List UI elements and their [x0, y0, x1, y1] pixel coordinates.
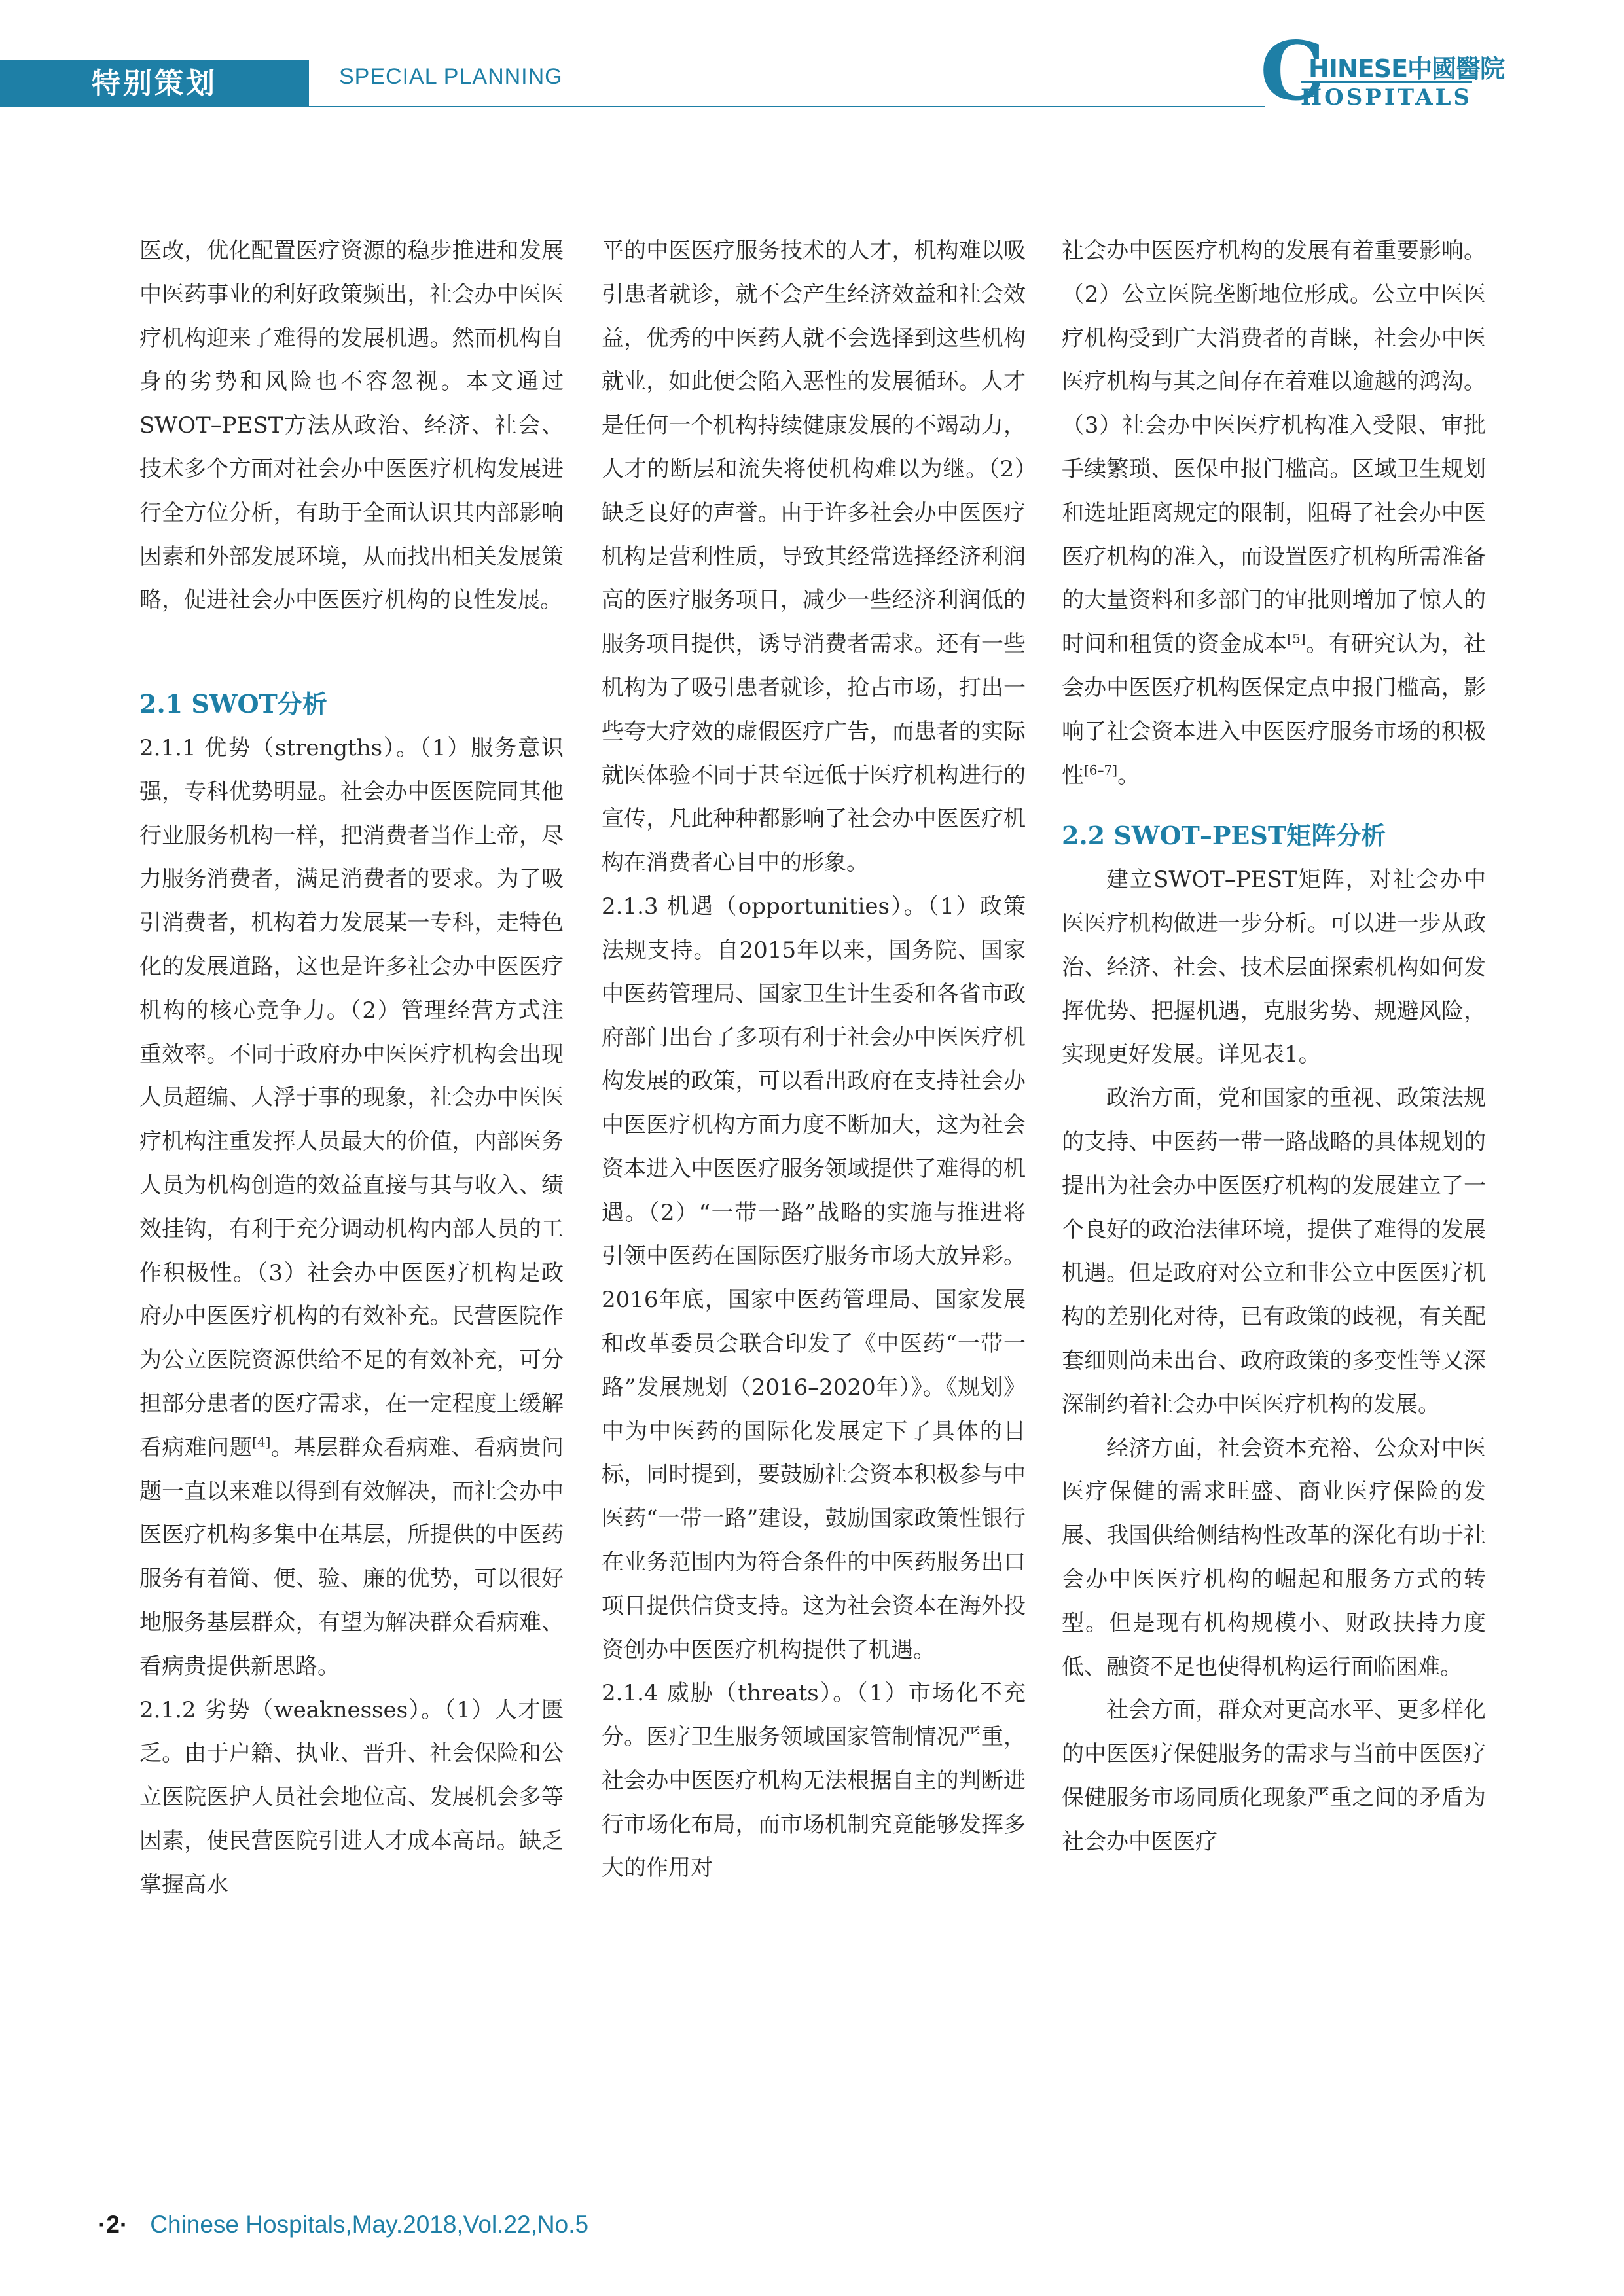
- paragraph: 2.1.4 威胁（threats）。（1）市场化不充分。医疗卫生服务领域国家管制情况严重，社会办中医医疗机构无法根据自主的判断进行市场化布局，而市场机制究竟能够发挥多大的作用对: [602, 1680, 1026, 1882]
- section-heading: 2.2 SWOT–PEST矩阵分析: [1062, 821, 1386, 851]
- text-column-3: [1062, 229, 1486, 1863]
- paragraph: 平的中医医疗服务技术的人才，机构难以吸引患者就诊，就不会产生经济效益和社会效益，优秀的中医药人就不会选择到这些机构就业，如此便会陷入恶性的发展循环。人才是任何一个机构持续健康发展的不竭动力，人才的断层和流失将使机构难以为继。（2）缺乏良好的声誉。由于许多社会办中医医疗机构是营利性质，导致其经常选择经济利润高的医疗服务项目，减少一些经济利润低的服务项目提供，诱导消费者需求。还有一些机构为了吸引患者就诊，抢占市场，打出一些夸大疗效的虚假医疗广告，而患者的实际就医体验不同于甚至远低于医疗机构进行的宣传，凡此种种都影响了社会办中医医疗机构在消费者心目中的形象。: [602, 238, 1026, 876]
- paragraph: 政治方面，党和国家的重视、政策法规的支持、中医药一带一路战略的具体规划的提出为社会办中医医疗机构的发展建立了一个良好的政治法律环境，提供了难得的发展机遇。但是政府对公立和非公立中医医疗机构的差别化对待，已有政策的歧视，有关配套细则尚未出台、政府政策的多变性等又深深制约着社会办中医医疗机构的发展。: [1062, 1085, 1486, 1418]
- paragraph: 社会办中医医疗机构的发展有着重要影响。（2）公立医院垄断地位形成。公立中医医疗机构受到广大消费者的青睐，社会办中医医疗机构与其之间存在着难以逾越的鸿沟。（3）社会办中医医疗机构准入受限、审批手续繁琐、医保申报门槛高。区域卫生规划和选址距离规定的限制，阻碍了社会办中医医疗机构的准入，而设置医疗机构所需准备的大量资料和多部门的审批则增加了惊人的时间和租赁的资金成本[5]。有研究认为，社会办中医医疗机构医保定点申报门槛高，影响了社会资本进入中医医疗服务市场的积极性[6–7]。: [1062, 238, 1487, 789]
- header-divider: [309, 106, 1265, 107]
- section-subtitle: SPECIAL PLANNING: [339, 64, 563, 89]
- paragraph: 经济方面，社会资本充裕、公众对中医医疗保健的需求旺盛、商业医疗保险的发展、我国供给侧结构性改革的深化有助于社会办中医医疗机构的崛起和服务方式的转型。但是现有机构规模小、财政扶持力度低、融资不足也使得机构运行面临困难。: [1062, 1435, 1486, 1680]
- section-title: 特别策划: [92, 67, 217, 100]
- journal-citation: Chinese Hospitals,May.2018,Vol.22,No.5: [150, 2211, 589, 2238]
- paragraph: 医改，优化配置医疗资源的稳步推进和发展中医药事业的利好政策频出，社会办中医医疗机构迎来了难得的发展机遇。然而机构自身的劣势和风险也不容忽视。本文通过SWOT–PEST方法从政治、经济、社会、技术多个方面对社会办中医医疗机构发展进行全方位分析，有助于全面认识其内部影响因素和外部发展环境，从而找出相关发展策略，促进社会办中医医疗机构的良性发展。: [139, 238, 564, 614]
- paragraph: 2.1.1 优势（strengths）。（1）服务意识强，专科优势明显。社会办中医医院同其他行业服务机构一样，把消费者当作上帝，尽力服务消费者，满足消费者的要求。为了吸引消费者，机构着力发展某一专科，走特色化的发展道路，这也是许多社会办中医医疗机构的核心竞争力。（2）管理经营方式注重效率。不同于政府办中医医疗机构会出现人员超编、人浮于事的现象，社会办中医医疗机构注重发挥人员最大的价值，内部医务人员为机构创造的效益直接与其与收入、绩效挂钩，有利于充分调动机构内部人员的工作积极性。（3）社会办中医医疗机构是政府办中医医疗机构的有效补充。民营医院作为公立医院资源供给不足的有效补充，可分担部分患者的医疗需求，在一定程度上缓解看病难问题[4]。基层群众看病难、看病贵问题一直以来难以得到有效解决，而社会办中医医疗机构多集中在基层，所提供的中医药服务有着简、便、验、廉的优势，可以很好地服务基层群众，有望为解决群众看病难、看病贵提供新思路。: [139, 734, 564, 1679]
- citation-ref: [5]: [1287, 630, 1306, 647]
- logo-bottom-text: HOSPITALS: [1301, 81, 1472, 111]
- paragraph: 建立SWOT–PEST矩阵，对社会办中医医疗机构做进一步分析。可以进一步从政治、经济、社会、技术层面探索机构如何发挥优势、把握机遇，克服劣势、规避风险，实现更好发展。详见表1。: [1062, 867, 1486, 1068]
- page-number: ·2·: [98, 2211, 128, 2238]
- logo-c-letter: C: [1260, 24, 1325, 119]
- paragraph: 2.1.2 劣势（weaknesses）。（1）人才匮乏。由于户籍、执业、晋升、社会保险和公立医院医护人员社会地位高、发展机会多等因素，使民营医院引进人才成本高昂。缺乏掌握高水: [139, 1696, 564, 1898]
- section-heading: 2.1 SWOT分析: [139, 689, 327, 719]
- citation-ref: [4]: [252, 1434, 271, 1450]
- paragraph: 社会方面，群众对更高水平、更多样化的中医医疗保健服务的需求与当前中医医疗保健服务市场同质化现象严重之间的矛盾为社会办中医医疗: [1062, 1697, 1486, 1855]
- text-column-1: [139, 229, 564, 1907]
- text-column-2: [602, 229, 1026, 1890]
- paragraph: 2.1.3 机遇（opportunities）。（1）政策法规支持。自2015年以来，国务院、国家中医药管理局、国家卫生计生委和各省市政府部门出台了多项有利于社会办中医医疗机构发展的政策，可以看出政府在支持社会办中医医疗机构方面力度不断加大，这为社会资本进入中医医疗服务领域提供了难得的机遇。（2）“一带一路”战略的实施与推进将引领中医药在国际医疗服务市场大放异彩。2016年底，国家中医药管理局、国家发展和改革委员会联合印发了《中医药“一带一路”发展规划（2016–2020年）》。《规划》中为中医药的国际化发展定下了具体的目标，同时提到，要鼓励社会资本积极参与中医药“一带一路”建设，鼓励国家政策性银行在业务范围内为符合条件的中医药服务出口项目提供信贷支持。这为社会资本在海外投资创办中医医疗机构提供了机遇。: [602, 893, 1026, 1663]
- page-footer: [98, 2211, 588, 2238]
- citation-ref: [6–7]: [1084, 762, 1118, 778]
- journal-logo: [1260, 24, 1505, 119]
- logo-top-text: HINESE中國醫院: [1308, 54, 1505, 83]
